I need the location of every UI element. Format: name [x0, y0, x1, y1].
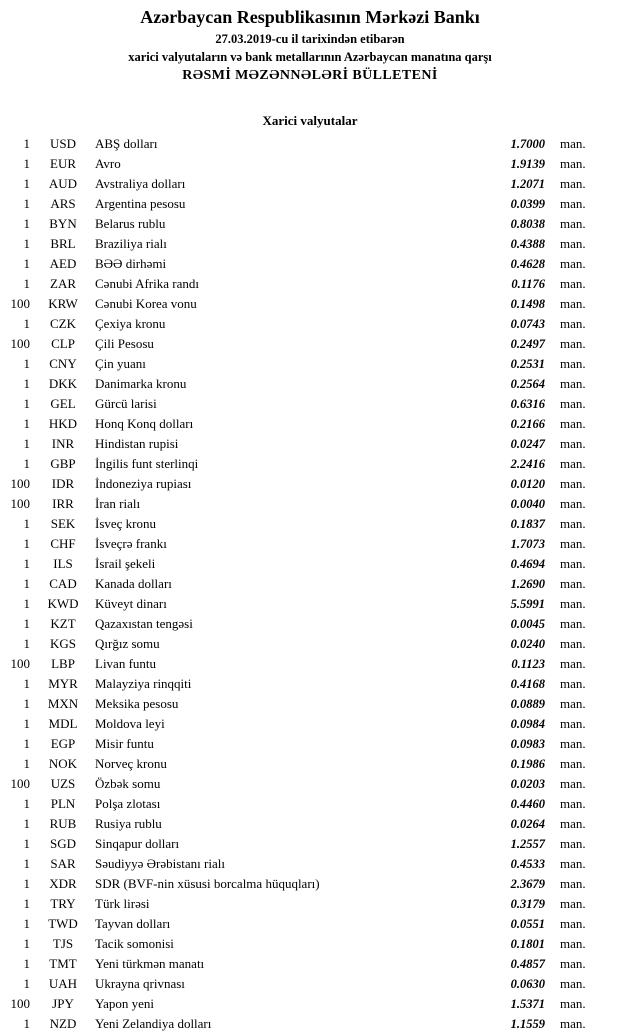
- quantity-cell: 1: [23, 676, 30, 691]
- currency-code-cell: CLP: [51, 336, 75, 351]
- currency-code-cell: TWD: [48, 916, 78, 931]
- currency-code-cell: ZAR: [50, 276, 76, 291]
- rate-cell: 1.2071: [510, 177, 545, 191]
- rate-cell: 0.2166: [510, 417, 545, 431]
- currency-name-cell: Özbək somu: [95, 776, 161, 791]
- currency-name-cell: Çexiya kronu: [95, 316, 166, 331]
- quantity-cell: 1: [23, 276, 30, 291]
- currency-name-cell: Cənubi Afrika randı: [95, 276, 199, 291]
- rate-cell: 1.2690: [510, 577, 545, 591]
- table-row: [4, 534, 596, 554]
- rate-cell: 1.7000: [510, 137, 545, 151]
- unit-label: man.: [560, 916, 586, 931]
- currency-name-cell: BƏƏ dirhəmi: [95, 256, 167, 271]
- table-row: [4, 494, 596, 514]
- quantity-cell: 1: [23, 616, 30, 631]
- unit-label: man.: [560, 316, 586, 331]
- currency-code-cell: RUB: [49, 816, 77, 831]
- rate-cell: 0.1123: [511, 657, 545, 671]
- currency-name-cell: İngilis funt sterlinqi: [95, 456, 199, 471]
- table-row: [4, 834, 596, 854]
- quantity-cell: 1: [23, 636, 30, 651]
- currency-name-cell: Livan funtu: [95, 656, 157, 671]
- unit-label: man.: [560, 176, 586, 191]
- rate-cell: 1.9139: [510, 157, 545, 171]
- table-row: [4, 814, 596, 834]
- quantity-cell: 1: [23, 216, 30, 231]
- currency-code-cell: NOK: [48, 756, 78, 771]
- currency-code-cell: TRY: [50, 896, 76, 911]
- rate-cell: 0.1801: [510, 937, 545, 951]
- currency-name-cell: Qırğız somu: [95, 636, 160, 651]
- table-row: [4, 734, 596, 754]
- currency-code-cell: AUD: [48, 176, 78, 191]
- rate-cell: 0.2531: [510, 357, 545, 371]
- currency-code-cell: MYR: [48, 676, 78, 691]
- rate-cell: 0.0743: [510, 317, 545, 331]
- quantity-cell: 1: [23, 956, 30, 971]
- currency-code-cell: PLN: [50, 796, 76, 811]
- currency-code-cell: SEK: [50, 516, 76, 531]
- quantity-cell: 1: [23, 236, 30, 251]
- unit-label: man.: [560, 196, 586, 211]
- currency-name-cell: Ukrayna qrivnası: [95, 976, 185, 991]
- quantity-cell: 1: [23, 856, 30, 871]
- table-row: [4, 314, 596, 334]
- quantity-cell: 100: [10, 996, 30, 1011]
- quantity-cell: 1: [23, 536, 30, 551]
- quantity-cell: 100: [10, 476, 30, 491]
- currency-name-cell: İsveçrə frankı: [95, 536, 167, 551]
- currency-name-cell: Gürcü larisi: [95, 396, 157, 411]
- table-row: [4, 774, 596, 794]
- currency-code-cell: BRL: [50, 236, 76, 251]
- unit-label: man.: [560, 136, 586, 151]
- unit-label: man.: [560, 716, 586, 731]
- quantity-cell: 100: [10, 336, 30, 351]
- quantity-cell: 100: [10, 656, 30, 671]
- table-row: [4, 614, 596, 634]
- unit-label: man.: [560, 796, 586, 811]
- unit-label: man.: [560, 436, 586, 451]
- unit-label: man.: [560, 356, 586, 371]
- currency-name-cell: Danimarka kronu: [95, 376, 187, 391]
- unit-label: man.: [560, 956, 586, 971]
- currency-code-cell: DKK: [48, 376, 78, 391]
- currency-name-cell: Avro: [95, 156, 121, 171]
- rate-cell: 0.4694: [510, 557, 545, 571]
- currency-name-cell: Yeni Zelandiya dolları: [95, 1016, 212, 1031]
- bank-name: Azərbaycan Respublikasının Mərkəzi Bankı: [140, 7, 480, 27]
- currency-name-cell: Səudiyyə Ərəbistanı rialı: [95, 856, 225, 871]
- currency-code-cell: XDR: [49, 876, 77, 891]
- rate-cell: 1.5371: [510, 997, 545, 1011]
- unit-label: man.: [560, 456, 586, 471]
- quantity-cell: 1: [23, 156, 30, 171]
- quantity-cell: 1: [23, 696, 30, 711]
- quantity-cell: 1: [23, 736, 30, 751]
- unit-label: man.: [560, 936, 586, 951]
- table-row: [4, 854, 596, 874]
- table-row: [4, 174, 596, 194]
- currency-name-cell: Cənubi Korea vonu: [95, 296, 197, 311]
- quantity-cell: 1: [23, 716, 30, 731]
- table-row: [4, 574, 596, 594]
- table-row: [4, 654, 596, 674]
- currency-code-cell: KGS: [49, 636, 76, 651]
- currency-name-cell: Norveç kronu: [95, 756, 167, 771]
- table-row: [4, 694, 596, 714]
- currency-code-cell: CAD: [49, 576, 77, 591]
- quantity-cell: 100: [10, 296, 30, 311]
- rate-cell: 0.4628: [510, 257, 545, 271]
- rate-cell: 0.4388: [510, 237, 545, 251]
- quantity-cell: 1: [23, 376, 30, 391]
- quantity-cell: 1: [23, 456, 30, 471]
- table-row: [4, 714, 596, 734]
- unit-label: man.: [560, 756, 586, 771]
- table-row: [4, 794, 596, 814]
- currency-code-cell: JPY: [52, 996, 74, 1011]
- unit-label: man.: [560, 736, 586, 751]
- quantity-cell: 1: [23, 976, 30, 991]
- currency-name-cell: Yapon yeni: [95, 996, 154, 1011]
- section-title: Xarici valyutalar: [262, 113, 358, 128]
- currency-name-cell: Küveyt dinarı: [95, 596, 167, 611]
- currency-code-cell: UZS: [50, 776, 76, 791]
- table-row: [4, 754, 596, 774]
- table-row: [4, 934, 596, 954]
- currency-name-cell: İndoneziya rupiası: [95, 476, 192, 491]
- currency-name-cell: Argentina pesosu: [95, 196, 186, 211]
- unit-label: man.: [560, 296, 586, 311]
- rate-cell: 0.0630: [510, 977, 545, 991]
- table-row: [4, 254, 596, 274]
- currency-name-cell: Polşa zlotası: [95, 796, 161, 811]
- unit-label: man.: [560, 996, 586, 1011]
- table-row: [4, 134, 596, 154]
- currency-code-cell: KWD: [47, 596, 79, 611]
- quantity-cell: 1: [23, 136, 30, 151]
- rate-cell: 0.0120: [510, 477, 545, 491]
- unit-label: man.: [560, 816, 586, 831]
- unit-label: man.: [560, 696, 586, 711]
- currency-name-cell: Qazaxıstan tengəsi: [95, 616, 193, 631]
- table-row: [4, 1014, 596, 1034]
- currency-name-cell: Yeni türkmən manatı: [95, 956, 205, 971]
- currency-code-cell: GBP: [50, 456, 76, 471]
- table-row: [4, 414, 596, 434]
- table-row: [4, 194, 596, 214]
- quantity-cell: 1: [23, 556, 30, 571]
- table-row: [4, 214, 596, 234]
- currency-code-cell: TJS: [52, 936, 74, 951]
- quantity-cell: 1: [23, 396, 30, 411]
- rate-cell: 0.0984: [510, 717, 545, 731]
- currency-name-cell: Tayvan dolları: [95, 916, 171, 931]
- currency-name-cell: İsrail şekeli: [95, 556, 156, 571]
- unit-label: man.: [560, 156, 586, 171]
- rate-cell: 0.4857: [510, 957, 545, 971]
- table-row: [4, 954, 596, 974]
- currency-name-cell: Kanada dolları: [95, 576, 172, 591]
- subject-line: xarici valyutaların və bank metallarının Azərbaycan manatına qarşı: [128, 50, 492, 64]
- table-row: [4, 154, 596, 174]
- currency-code-cell: KZT: [50, 616, 76, 631]
- unit-label: man.: [560, 396, 586, 411]
- rate-cell: 0.3179: [510, 897, 545, 911]
- rate-cell: 0.0045: [510, 617, 545, 631]
- rate-cell: 0.0399: [510, 197, 545, 211]
- table-row: [4, 374, 596, 394]
- currency-code-cell: CNY: [49, 356, 77, 371]
- currency-name-cell: Moldova leyi: [95, 716, 165, 731]
- quantity-cell: 1: [23, 936, 30, 951]
- currency-name-cell: Hindistan rupisi: [95, 436, 179, 451]
- unit-label: man.: [560, 656, 586, 671]
- currency-code-cell: IRR: [52, 496, 74, 511]
- rate-cell: 0.1176: [511, 277, 545, 291]
- currency-code-cell: HKD: [48, 416, 78, 431]
- currency-name-cell: Tacik somonisi: [95, 936, 174, 951]
- unit-label: man.: [560, 236, 586, 251]
- quantity-cell: 1: [23, 596, 30, 611]
- rate-cell: 0.2497: [510, 337, 545, 351]
- quantity-cell: 1: [23, 316, 30, 331]
- table-row: [4, 434, 596, 454]
- quantity-cell: 1: [23, 436, 30, 451]
- table-row: [4, 994, 596, 1014]
- table-row: [4, 894, 596, 914]
- quantity-cell: 100: [10, 496, 30, 511]
- unit-label: man.: [560, 556, 586, 571]
- bulletin-title: RƏSMİ MƏZƏNNƏLƏRİ BÜLLETENİ: [182, 68, 438, 83]
- table-row: [4, 674, 596, 694]
- unit-label: man.: [560, 536, 586, 551]
- rate-cell: 0.0203: [510, 777, 545, 791]
- table-row: [4, 514, 596, 534]
- quantity-cell: 1: [23, 176, 30, 191]
- unit-label: man.: [560, 896, 586, 911]
- currency-code-cell: MDL: [48, 716, 78, 731]
- rate-cell: 0.0264: [510, 817, 545, 831]
- rate-cell: 0.4533: [510, 857, 545, 871]
- bulletin-header: [0, 4, 620, 86]
- currency-code-cell: MXN: [47, 696, 79, 711]
- rate-cell: 0.6316: [510, 397, 545, 411]
- table-row: [4, 474, 596, 494]
- quantity-cell: 1: [23, 836, 30, 851]
- unit-label: man.: [560, 776, 586, 791]
- unit-label: man.: [560, 836, 586, 851]
- rate-cell: 2.3679: [510, 877, 545, 891]
- currency-name-cell: Belarus rublu: [95, 216, 166, 231]
- unit-label: man.: [560, 276, 586, 291]
- currency-name-cell: SDR (BVF-nin xüsusi borcalma hüquqları): [95, 876, 320, 891]
- rate-cell: 1.1559: [510, 1017, 545, 1031]
- currency-code-cell: AED: [49, 256, 77, 271]
- currency-code-cell: USD: [49, 136, 76, 151]
- quantity-cell: 1: [23, 1016, 30, 1031]
- quantity-cell: 1: [23, 756, 30, 771]
- currency-name-cell: Çin yuanı: [95, 356, 146, 371]
- table-row: [4, 354, 596, 374]
- currency-code-cell: KRW: [48, 296, 78, 311]
- currency-code-cell: BYN: [49, 216, 77, 231]
- currency-name-cell: İran rialı: [95, 496, 141, 511]
- currency-code-cell: ILS: [53, 556, 73, 571]
- currency-code-cell: EGP: [50, 736, 76, 751]
- table-row: [4, 334, 596, 354]
- rate-cell: 0.4460: [510, 797, 545, 811]
- currency-code-cell: UAH: [48, 976, 78, 991]
- quantity-cell: 1: [23, 796, 30, 811]
- currency-name-cell: Meksika pesosu: [95, 696, 179, 711]
- unit-label: man.: [560, 256, 586, 271]
- table-row: [4, 274, 596, 294]
- currency-name-cell: Honq Konq dolları: [95, 416, 194, 431]
- unit-label: man.: [560, 1016, 586, 1031]
- currency-code-cell: SAR: [50, 856, 76, 871]
- rate-cell: 0.1837: [510, 517, 545, 531]
- rate-cell: 0.0247: [510, 437, 545, 451]
- rate-cell: 0.0889: [510, 697, 545, 711]
- unit-label: man.: [560, 876, 586, 891]
- unit-label: man.: [560, 576, 586, 591]
- table-row: [4, 554, 596, 574]
- rate-cell: 0.2564: [510, 377, 545, 391]
- rate-cell: 0.4168: [510, 677, 545, 691]
- currency-name-cell: Misir funtu: [95, 736, 154, 751]
- rate-cell: 0.0983: [510, 737, 545, 751]
- rate-cell: 2.2416: [510, 457, 545, 471]
- currency-table: [0, 134, 620, 1034]
- unit-label: man.: [560, 416, 586, 431]
- currency-code-cell: NZD: [49, 1016, 77, 1031]
- rate-cell: 0.0040: [510, 497, 545, 511]
- table-row: [4, 914, 596, 934]
- currency-name-cell: Sinqapur dolları: [95, 836, 180, 851]
- unit-label: man.: [560, 376, 586, 391]
- rate-cell: 0.1986: [510, 757, 545, 771]
- unit-label: man.: [560, 516, 586, 531]
- effective-date: 27.03.2019-cu il tarixindən etibarən: [215, 32, 405, 46]
- quantity-cell: 1: [23, 896, 30, 911]
- quantity-cell: 1: [23, 516, 30, 531]
- quantity-cell: 1: [23, 256, 30, 271]
- table-row: [4, 394, 596, 414]
- quantity-cell: 1: [23, 416, 30, 431]
- currency-code-cell: INR: [51, 436, 75, 451]
- quantity-cell: 100: [10, 776, 30, 791]
- currency-code-cell: LBP: [51, 656, 75, 671]
- unit-label: man.: [560, 496, 586, 511]
- currency-name-cell: Çili Pesosu: [95, 336, 154, 351]
- currency-name-cell: Braziliya rialı: [95, 236, 167, 251]
- currency-code-cell: IDR: [51, 476, 75, 491]
- quantity-cell: 1: [23, 816, 30, 831]
- rate-cell: 0.0551: [510, 917, 545, 931]
- quantity-cell: 1: [23, 916, 30, 931]
- unit-label: man.: [560, 616, 586, 631]
- quantity-cell: 1: [23, 576, 30, 591]
- currency-code-cell: CHF: [50, 536, 76, 551]
- quantity-cell: 1: [23, 356, 30, 371]
- table-row: [4, 234, 596, 254]
- currency-name-cell: Malayziya rinqqiti: [95, 676, 192, 691]
- currency-name-cell: ABŞ dolları: [95, 136, 158, 151]
- unit-label: man.: [560, 856, 586, 871]
- rate-cell: 5.5991: [510, 597, 545, 611]
- table-row: [4, 294, 596, 314]
- currency-name-cell: İsveç kronu: [95, 516, 157, 531]
- currency-code-cell: CZK: [50, 316, 76, 331]
- unit-label: man.: [560, 636, 586, 651]
- rate-cell: 0.0240: [510, 637, 545, 651]
- currency-name-cell: Avstraliya dolları: [95, 176, 186, 191]
- rate-cell: 1.7073: [510, 537, 545, 551]
- unit-label: man.: [560, 216, 586, 231]
- unit-label: man.: [560, 976, 586, 991]
- unit-label: man.: [560, 336, 586, 351]
- table-row: [4, 594, 596, 614]
- currency-code-cell: EUR: [50, 156, 76, 171]
- currency-code-cell: ARS: [50, 196, 76, 211]
- unit-label: man.: [560, 476, 586, 491]
- currency-code-cell: SGD: [49, 836, 76, 851]
- quantity-cell: 1: [23, 196, 30, 211]
- rate-cell: 0.1498: [510, 297, 545, 311]
- currency-name-cell: Türk lirəsi: [95, 896, 150, 911]
- currency-name-cell: Rusiya rublu: [95, 816, 162, 831]
- table-row: [4, 874, 596, 894]
- table-row: [4, 974, 596, 994]
- currency-code-cell: TMT: [49, 956, 77, 971]
- table-row: [4, 634, 596, 654]
- unit-label: man.: [560, 676, 586, 691]
- currency-code-cell: GEL: [50, 396, 76, 411]
- table-row: [4, 454, 596, 474]
- rate-cell: 1.2557: [510, 837, 545, 851]
- quantity-cell: 1: [23, 876, 30, 891]
- rate-cell: 0.8038: [510, 217, 545, 231]
- unit-label: man.: [560, 596, 586, 611]
